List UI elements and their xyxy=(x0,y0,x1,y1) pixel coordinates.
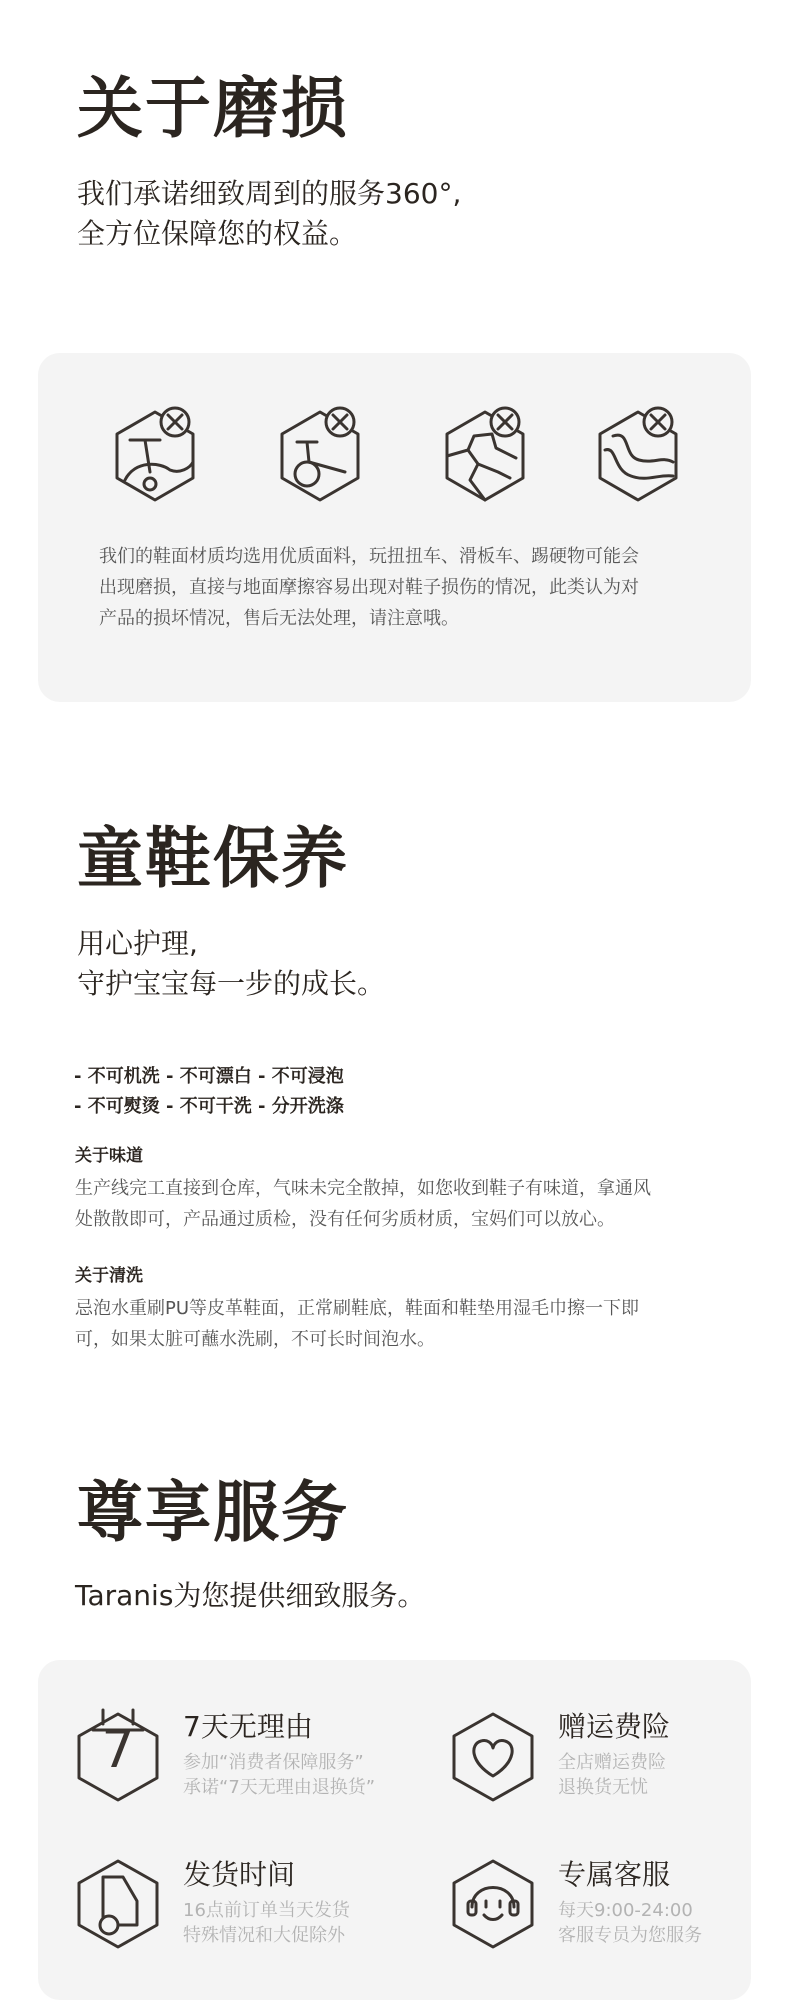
care-subtitle-line1: 用心护理, xyxy=(77,927,198,960)
wear-subtitle-line2: 全方位保障您的权益。 xyxy=(77,217,358,250)
service-title-freight: 赠运费险 xyxy=(558,1710,671,1743)
wash-line1: 忌泡水重刷PU等皮革鞋面，正常刷鞋底，鞋面和鞋垫用湿毛巾擦一下即 xyxy=(75,1298,640,1319)
service-desc-7days-2: 承诺“7天无理由退换货” xyxy=(183,1777,376,1798)
calendar-number: 7 xyxy=(101,1720,135,1780)
scooter-icon xyxy=(100,400,210,510)
service-card xyxy=(38,1660,751,2000)
care-subtitle-line2: 守护宝宝每一步的成长。 xyxy=(77,967,386,1000)
service-desc-support-2: 客服专员为您服务 xyxy=(558,1925,702,1946)
rough-ground-icon xyxy=(430,400,540,510)
service-desc-freight-2: 退换货无忧 xyxy=(558,1777,648,1798)
smell-heading: 关于味道 xyxy=(75,1146,143,1166)
customer-service-icon xyxy=(448,1855,538,1951)
smell-line1: 生产线完工直接到仓库，气味未完全散掉，如您收到鞋子有味道，拿通风 xyxy=(75,1178,651,1199)
service-title: 尊享服务 xyxy=(77,1474,349,1551)
service-desc-shipping-2: 特殊情况和大促除外 xyxy=(183,1925,345,1946)
service-desc-support-1: 每天9:00-24:00 xyxy=(558,1900,693,1921)
care-rules-line2: - 不可熨烫 - 不可干洗 - 分开洗涤 xyxy=(74,1096,344,1117)
service-desc-freight-1: 全店赠运费险 xyxy=(558,1752,666,1773)
service-subtitle: Taranis为您提供细致服务。 xyxy=(75,1579,426,1612)
wear-desc-line1: 我们的鞋面材质均选用优质面料，玩扭扭车、滑板车、踢硬物可能会 xyxy=(99,546,639,567)
care-title: 童鞋保养 xyxy=(77,820,349,897)
wear-desc-line2: 出现磨损，直接与地面摩擦容易出现对鞋子损伤的情况，此类认为对 xyxy=(99,577,639,598)
heart-icon xyxy=(448,1708,538,1804)
delivery-truck-icon xyxy=(73,1855,163,1951)
service-title-support: 专属客服 xyxy=(558,1858,671,1891)
balance-bike-icon xyxy=(265,400,375,510)
wash-line2: 可，如果太脏可蘸水洗刷，不可长时间泡水。 xyxy=(75,1329,435,1350)
wear-card xyxy=(38,353,751,702)
wear-subtitle-line1: 我们承诺细致周到的服务360°, xyxy=(77,177,462,210)
care-rules-line1: - 不可机洗 - 不可漂白 - 不可浸泡 xyxy=(74,1066,344,1087)
smell-line2: 处散散即可，产品通过质检，没有任何劣质材质，宝妈们可以放心。 xyxy=(75,1209,615,1230)
service-desc-7days-1: 参加“消费者保障服务” xyxy=(183,1752,364,1773)
wash-heading: 关于清洗 xyxy=(75,1266,143,1286)
wear-title: 关于磨损 xyxy=(77,70,349,147)
service-title-7days: 7天无理由 xyxy=(183,1710,313,1743)
service-title-shipping: 发货时间 xyxy=(183,1858,296,1891)
slide-icon xyxy=(583,400,693,510)
wear-desc-line3: 产品的损坏情况，售后无法处理，请注意哦。 xyxy=(99,608,459,629)
service-desc-shipping-1: 16点前订单当天发货 xyxy=(183,1900,350,1921)
